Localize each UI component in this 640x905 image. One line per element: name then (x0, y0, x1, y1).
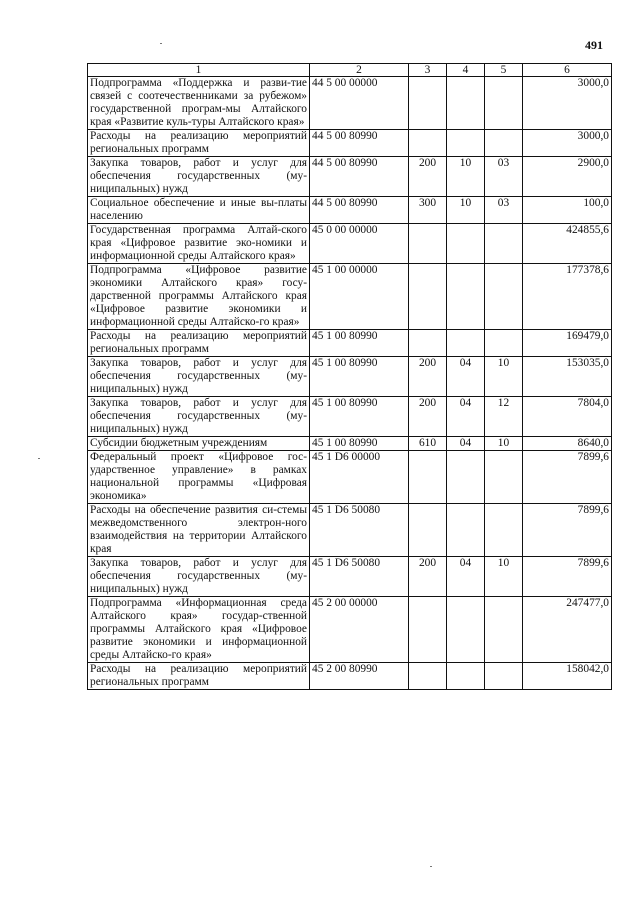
row-code-cell: 45 1 D6 50080 (310, 504, 409, 557)
table-row (88, 264, 612, 330)
row-name-cell: Подпрограмма «Информационная среда Алтайского края» государ-ственной программы Алтайского края «Цифровое развитие экономики и информационной среды Алтайско-го края» (88, 597, 310, 663)
row-name-cell: Субсидии бюджетным учреждениям (88, 437, 310, 451)
page-number: 491 (585, 38, 603, 52)
row-col3-cell (409, 597, 447, 663)
row-name-cell: Закупка товаров, работ и услуг для обеспечения государственных (му-ниципальных) нужд (88, 157, 310, 197)
table-row (88, 504, 612, 557)
row-name-cell: Подпрограмма «Цифровое развитие экономики Алтайского края» госу-дарственной программы Алтайского края «Цифровое развитие экономики и информационной среды Алтайско-го края» (88, 264, 310, 330)
row-amount-cell: 424855,6 (523, 224, 612, 264)
row-code-cell: 44 5 00 80990 (310, 157, 409, 197)
row-col4-cell (447, 224, 485, 264)
row-amount-cell: 7899,6 (523, 451, 612, 504)
row-amount-cell: 8640,0 (523, 437, 612, 451)
header-col-2: 2 (310, 64, 409, 77)
row-col3-cell: 300 (409, 197, 447, 224)
row-code-cell: 44 5 00 00000 (310, 77, 409, 130)
row-col4-cell: 10 (447, 197, 485, 224)
row-col3-cell: 200 (409, 157, 447, 197)
row-col4-cell (447, 130, 485, 157)
header-col-1: 1 (88, 64, 310, 77)
row-col3-cell: 610 (409, 437, 447, 451)
row-col3-cell (409, 663, 447, 690)
row-name-cell: Закупка товаров, работ и услуг для обеспечения государственных (му-ниципальных) нужд (88, 357, 310, 397)
row-col5-cell (485, 224, 523, 264)
row-code-cell: 45 1 00 80990 (310, 330, 409, 357)
header-row (88, 64, 612, 77)
table-body (88, 77, 612, 690)
row-col5-cell (485, 77, 523, 130)
row-amount-cell: 7804,0 (523, 397, 612, 437)
row-col5-cell: 12 (485, 397, 523, 437)
row-amount-cell: 177378,6 (523, 264, 612, 330)
row-col4-cell: 04 (447, 397, 485, 437)
row-code-cell: 45 1 00 80990 (310, 397, 409, 437)
row-code-cell: 44 5 00 80990 (310, 130, 409, 157)
row-col3-cell (409, 77, 447, 130)
row-col3-cell (409, 130, 447, 157)
row-col4-cell (447, 264, 485, 330)
scan-speck (430, 866, 432, 867)
row-name-cell: Расходы на реализацию мероприятий региональных программ (88, 330, 310, 357)
row-col5-cell (485, 451, 523, 504)
table-row (88, 597, 612, 663)
header-col-3: 3 (409, 64, 447, 77)
row-amount-cell: 7899,6 (523, 504, 612, 557)
row-col4-cell (447, 663, 485, 690)
row-name-cell: Расходы на реализацию мероприятий региональных программ (88, 663, 310, 690)
row-name-cell: Федеральный проект «Цифровое гос-ударственное управление» в рамках национальной программы «Цифровая экономика» (88, 451, 310, 504)
row-code-cell: 45 1 00 80990 (310, 357, 409, 397)
row-code-cell: 45 1 00 80990 (310, 437, 409, 451)
table-row (88, 437, 612, 451)
row-code-cell: 45 1 D6 50080 (310, 557, 409, 597)
row-amount-cell: 3000,0 (523, 77, 612, 130)
row-name-cell: Расходы на реализацию мероприятий региональных программ (88, 130, 310, 157)
row-amount-cell: 2900,0 (523, 157, 612, 197)
row-amount-cell: 153035,0 (523, 357, 612, 397)
table-row (88, 130, 612, 157)
row-amount-cell: 247477,0 (523, 597, 612, 663)
row-code-cell: 45 2 00 80990 (310, 663, 409, 690)
row-col3-cell (409, 451, 447, 504)
row-col4-cell: 04 (447, 437, 485, 451)
table-row (88, 157, 612, 197)
header-col-4: 4 (447, 64, 485, 77)
row-col5-cell (485, 330, 523, 357)
scan-speck (38, 458, 40, 459)
row-amount-cell: 169479,0 (523, 330, 612, 357)
row-name-cell: Закупка товаров, работ и услуг для обеспечения государственных (му-ниципальных) нужд (88, 397, 310, 437)
table-row (88, 197, 612, 224)
scan-speck (160, 43, 162, 44)
row-col3-cell: 200 (409, 357, 447, 397)
row-code-cell: 45 2 00 00000 (310, 597, 409, 663)
row-col4-cell: 04 (447, 557, 485, 597)
budget-table (87, 63, 612, 690)
row-col3-cell (409, 264, 447, 330)
row-col5-cell: 10 (485, 357, 523, 397)
table-row (88, 77, 612, 130)
row-name-cell: Подпрограмма «Поддержка и разви-тие связей с соотечественниками за рубежом» государственной програм-мы Алтайского края «Развитие куль-туры Алтайского края» (88, 77, 310, 130)
row-col5-cell: 10 (485, 437, 523, 451)
table-row (88, 557, 612, 597)
row-col5-cell: 03 (485, 197, 523, 224)
row-col3-cell (409, 330, 447, 357)
row-col4-cell (447, 451, 485, 504)
table-row (88, 224, 612, 264)
row-col3-cell (409, 224, 447, 264)
table-row (88, 357, 612, 397)
row-name-cell: Государственная программа Алтай-ского края «Цифровое развитие эко-номики и информационной среды Алтайского края» (88, 224, 310, 264)
row-code-cell: 44 5 00 80990 (310, 197, 409, 224)
table-row (88, 330, 612, 357)
row-col5-cell (485, 597, 523, 663)
row-col5-cell (485, 663, 523, 690)
row-col5-cell (485, 504, 523, 557)
table-row (88, 663, 612, 690)
row-col4-cell (447, 330, 485, 357)
row-amount-cell: 158042,0 (523, 663, 612, 690)
row-name-cell: Закупка товаров, работ и услуг для обеспечения государственных (му-ниципальных) нужд (88, 557, 310, 597)
row-col3-cell: 200 (409, 397, 447, 437)
row-col4-cell (447, 504, 485, 557)
header-col-6: 6 (523, 64, 612, 77)
row-col5-cell (485, 264, 523, 330)
row-col5-cell: 10 (485, 557, 523, 597)
header-col-5: 5 (485, 64, 523, 77)
row-amount-cell: 3000,0 (523, 130, 612, 157)
row-col4-cell (447, 597, 485, 663)
table-row (88, 397, 612, 437)
row-col4-cell (447, 77, 485, 130)
row-col3-cell (409, 504, 447, 557)
row-col3-cell: 200 (409, 557, 447, 597)
row-col5-cell: 03 (485, 157, 523, 197)
row-col5-cell (485, 130, 523, 157)
row-code-cell: 45 1 D6 00000 (310, 451, 409, 504)
table-row (88, 451, 612, 504)
row-code-cell: 45 1 00 00000 (310, 264, 409, 330)
row-name-cell: Социальное обеспечение и иные вы-платы населению (88, 197, 310, 224)
row-amount-cell: 7899,6 (523, 557, 612, 597)
row-name-cell: Расходы на обеспечение развития си-стемы межведомственного электрон-ного взаимодействия на территории Алтайского края (88, 504, 310, 557)
row-code-cell: 45 0 00 00000 (310, 224, 409, 264)
row-col4-cell: 04 (447, 357, 485, 397)
row-amount-cell: 100,0 (523, 197, 612, 224)
row-col4-cell: 10 (447, 157, 485, 197)
